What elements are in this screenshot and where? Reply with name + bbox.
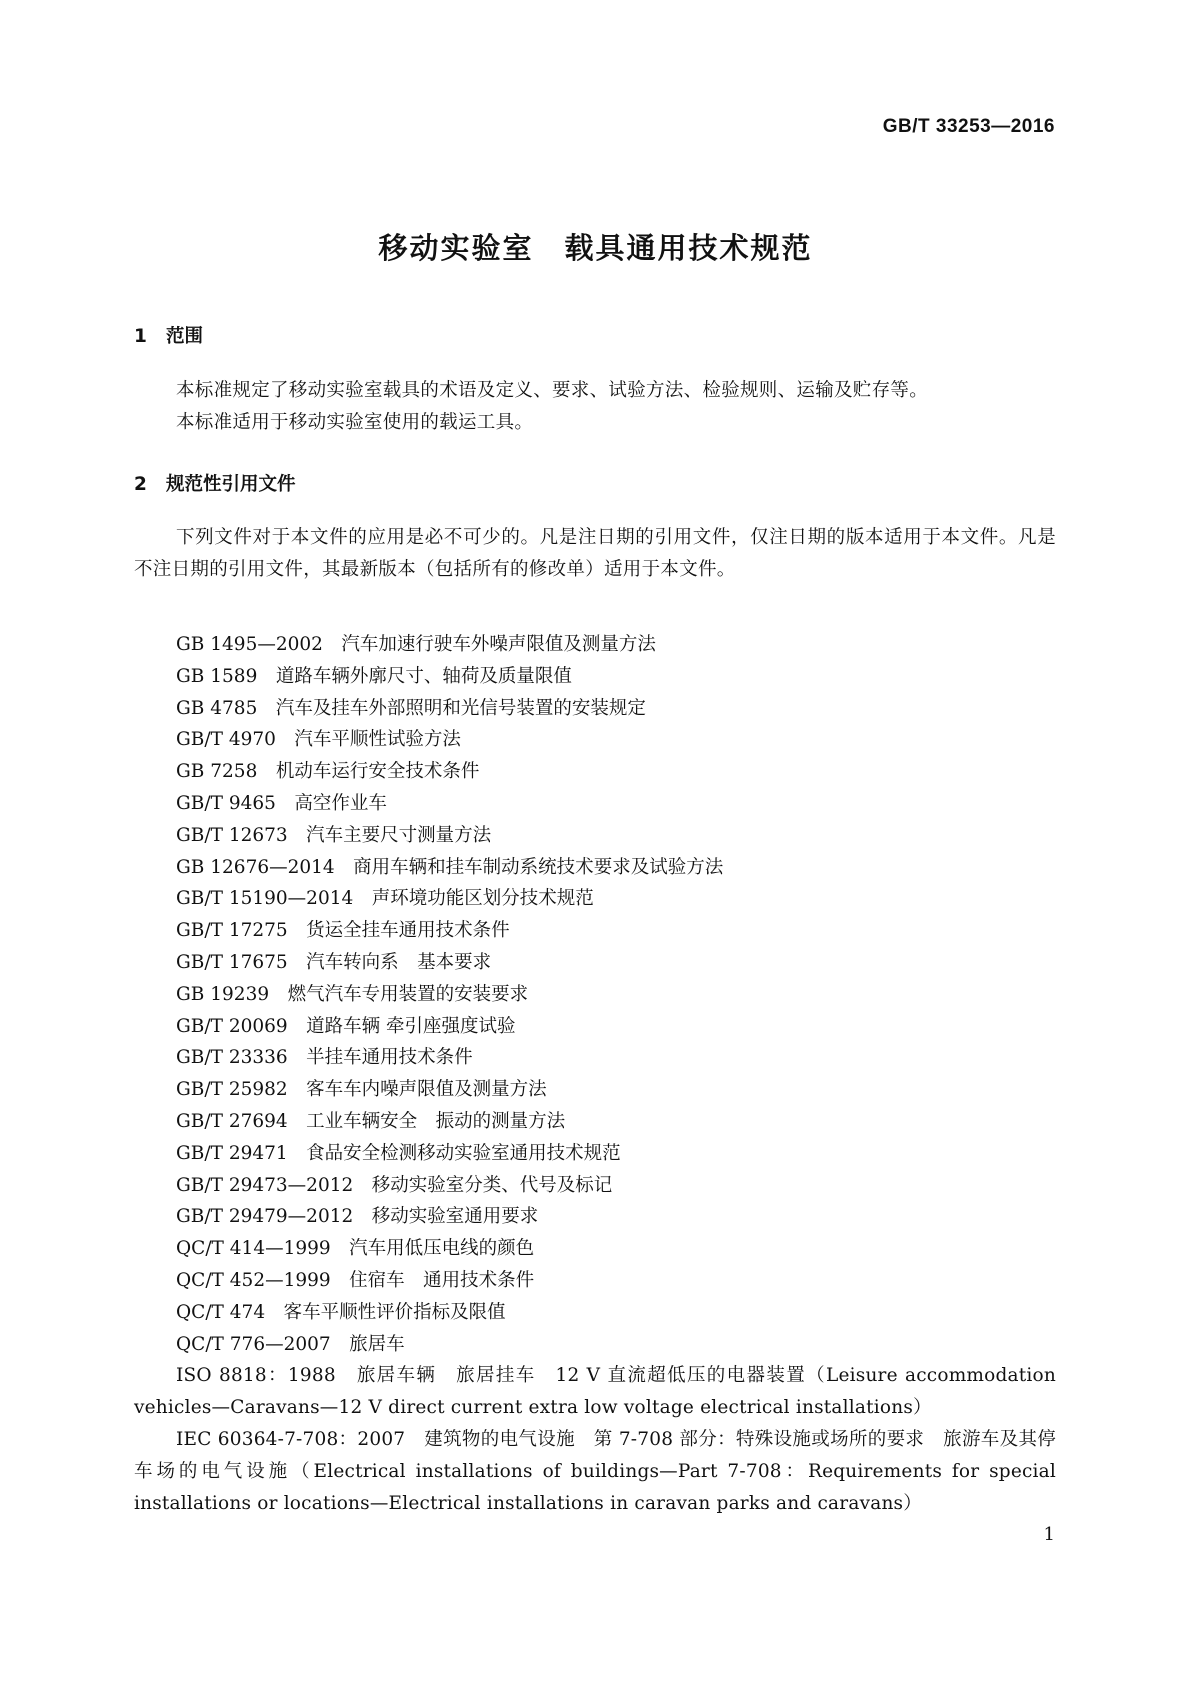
document-title: 移动实验室 载具通用技术规范 <box>378 231 813 265</box>
paragraph: 本标准适用于移动实验室使用的载运工具。 <box>176 412 534 433</box>
reference-item: GB 1495—2002 汽车加速行驶车外噪声限值及测量方法 <box>176 634 656 655</box>
reference-item: GB/T 15190—2014 声环境功能区划分技术规范 <box>176 888 594 910</box>
reference-item: IEC 60364-7-708：2007 建筑物的电气设施 第 7-708 部分：特殊设施或场所的要求 旅游车及其停车场的电气设施（Electrical installations of buildings—Part 7-708：Requirements for special installations or locations—Electrical installations in caravan parks and caravans） <box>134 1428 1063 1514</box>
reference-item: GB 12676—2014 商用车辆和挂车制动系统技术要求及试验方法 <box>176 856 724 878</box>
section-1-heading <box>134 322 203 348</box>
section-1-body <box>134 375 1056 439</box>
paragraph: 本标准规定了移动实验室载具的术语及定义、要求、试验方法、检验规则、运输及贮存等。 <box>176 380 929 401</box>
reference-item: GB 19239 燃气汽车专用装置的安装要求 <box>176 983 529 1005</box>
reference-item: GB/T 20069 道路车辆 牵引座强度试验 <box>176 1015 516 1037</box>
reference-item: QC/T 776—2007 旅居车 <box>176 1333 405 1355</box>
section-number: 2 <box>134 474 147 495</box>
section-2-intro <box>134 522 1056 586</box>
reference-item: GB/T 17675 汽车转向系 基本要求 <box>176 951 492 973</box>
reference-item: GB/T 29471 食品安全检测移动实验室通用技术规范 <box>176 1142 621 1164</box>
reference-item: GB/T 17275 货运全挂车通用技术条件 <box>176 920 510 942</box>
reference-item: ISO 8818：1988 旅居车辆 旅居挂车 12 V 直流超低压的电器装置（Leisure accommodation vehicles—Caravans—12 V direct current extra low voltage electrical installations） <box>134 1365 1063 1419</box>
reference-item: GB/T 25982 客车车内噪声限值及测量方法 <box>176 1079 547 1101</box>
section-title: 范围 <box>166 326 204 347</box>
reference-item: GB/T 4970 汽车平顺性试验方法 <box>176 729 461 751</box>
section-title: 规范性引用文件 <box>166 474 296 495</box>
reference-item: QC/T 474 客车平顺性评价指标及限值 <box>176 1301 506 1323</box>
normative-reference-list <box>134 629 1063 1519</box>
reference-item: QC/T 452—1999 住宿车 通用技术条件 <box>176 1269 535 1291</box>
reference-item: GB 1589 道路车辆外廓尺寸、轴荷及质量限值 <box>176 665 572 687</box>
reference-item: QC/T 414—1999 汽车用低压电线的颜色 <box>176 1238 535 1260</box>
reference-item: GB/T 23336 半挂车通用技术条件 <box>176 1047 473 1069</box>
reference-item: GB 7258 机动车运行安全技术条件 <box>176 761 480 783</box>
reference-item: GB/T 29473—2012 移动实验室分类、代号及标记 <box>176 1174 613 1196</box>
reference-item: GB/T 27694 工业车辆安全 振动的测量方法 <box>176 1110 566 1132</box>
section-number: 1 <box>134 326 147 347</box>
section-2-heading <box>134 470 296 496</box>
page-number: 1 <box>1043 1524 1055 1545</box>
reference-item: GB/T 29479—2012 移动实验室通用要求 <box>176 1206 539 1228</box>
paragraph: 下列文件对于本文件的应用是必不可少的。凡是注日期的引用文件，仅注日期的版本适用于本文件。凡是不注日期的引用文件，其最新版本（包括所有的修改单）适用于本文件。 <box>134 527 1056 580</box>
standard-code: GB/T 33253—2016 <box>882 116 1055 137</box>
reference-item: GB/T 12673 汽车主要尺寸测量方法 <box>176 824 492 846</box>
reference-item: GB 4785 汽车及挂车外部照明和光信号装置的安装规定 <box>176 697 646 719</box>
reference-item: GB/T 9465 高空作业车 <box>176 792 387 814</box>
